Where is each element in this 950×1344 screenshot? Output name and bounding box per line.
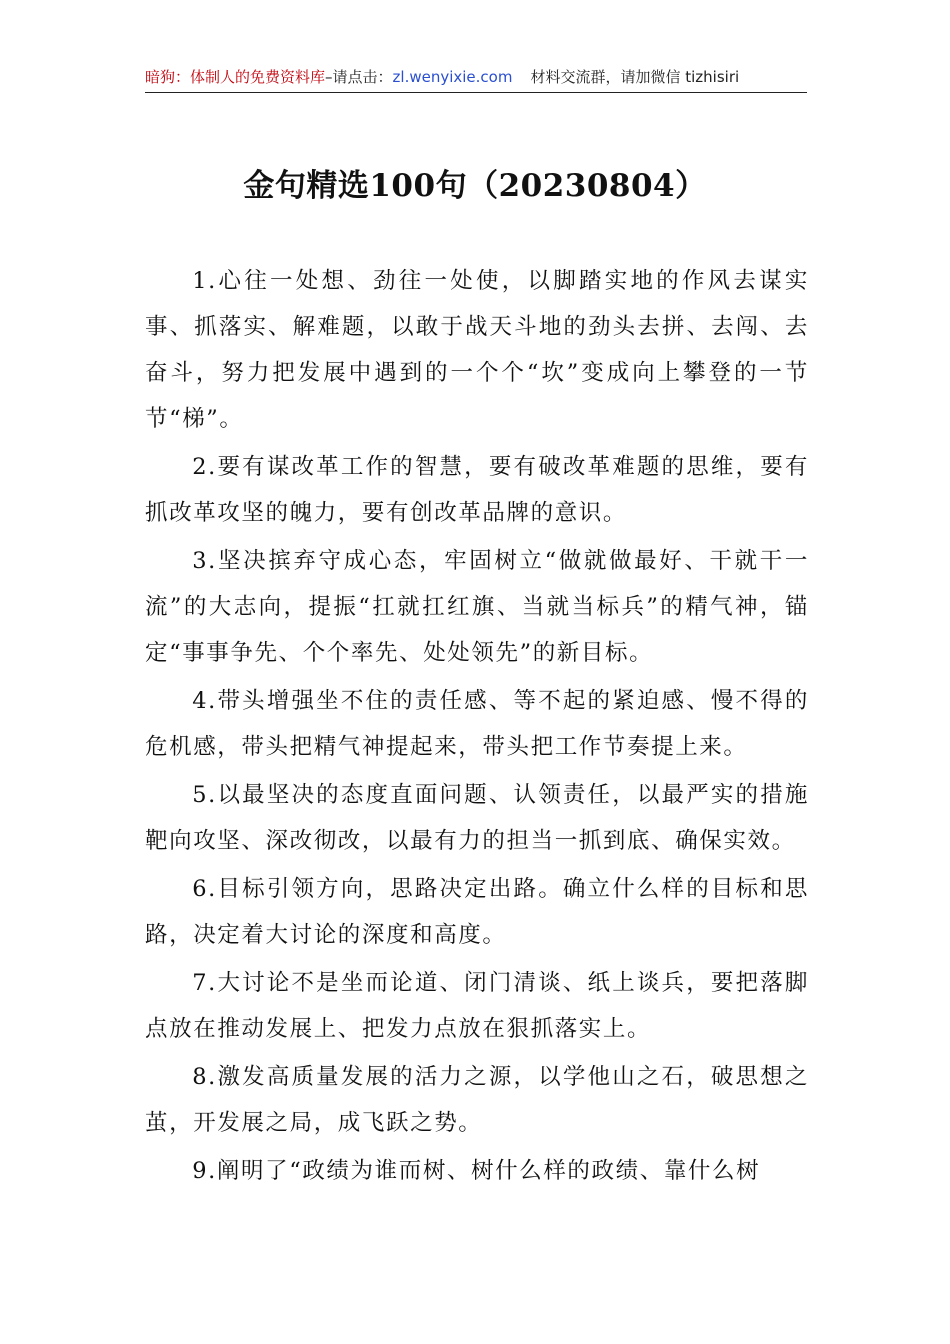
paragraph-6: 6.目标引领方向，思路决定出路。确立什么样的目标和思路，决定着大讨论的深度和高度。: [145, 876, 809, 948]
header-brand: 暗狗：体制人的免费资料库: [145, 68, 326, 86]
paragraph-5: 5.以最坚决的态度直面问题、认领责任，以最严实的措施靶向攻坚、深改彻改，以最有力的担当一抓到底、确保实效。: [145, 782, 809, 854]
paragraph-8: 8.激发高质量发展的活力之源，以学他山之石，破思想之茧，开发展之局，成飞跃之势。: [145, 1064, 809, 1136]
paragraph-3: 3.坚决摈弃守成心态，牢固树立“做就做最好、干就干一流”的大志向，提振“扛就扛红旗、当就当标兵”的精气神，锚定“事事争先、个个率先、处处领先”的新目标。: [145, 548, 809, 666]
paragraph-4: 4.带头增强坐不住的责任感、等不起的紧迫感、慢不得的危机感，带头把精气神提起来，带头把工作节奏提上来。: [145, 688, 809, 760]
paragraph-2: 2.要有谋改革工作的智慧，要有破改革难题的思维，要有抓改革攻坚的魄力，要有创改革品牌的意识。: [145, 454, 809, 526]
page-header: [145, 62, 807, 93]
document-body: [145, 258, 809, 1196]
header-prompt: –请点击：: [325, 68, 393, 86]
document-title: 金句精选100句（20230804）: [243, 168, 707, 204]
header-wechat-note: 材料交流群，请加微信 tizhisiri: [530, 68, 740, 86]
paragraph-9: 9.阐明了“政绩为谁而树、树什么样的政绩、靠什么树: [192, 1158, 761, 1184]
header-url-link[interactable]: zl.wenyixie.com: [392, 68, 513, 86]
paragraph-7: 7.大讨论不是坐而论道、闭门清谈、纸上谈兵，要把落脚点放在推动发展上、把发力点放在狠抓落实上。: [145, 970, 809, 1042]
paragraph-1: 1.心往一处想、劲往一处使，以脚踏实地的作风去谋实事、抓落实、解难题，以敢于战天斗地的劲头去拼、去闯、去奋斗，努力把发展中遇到的一个个“坎”变成向上攀登的一节节“梯”。: [145, 268, 809, 432]
